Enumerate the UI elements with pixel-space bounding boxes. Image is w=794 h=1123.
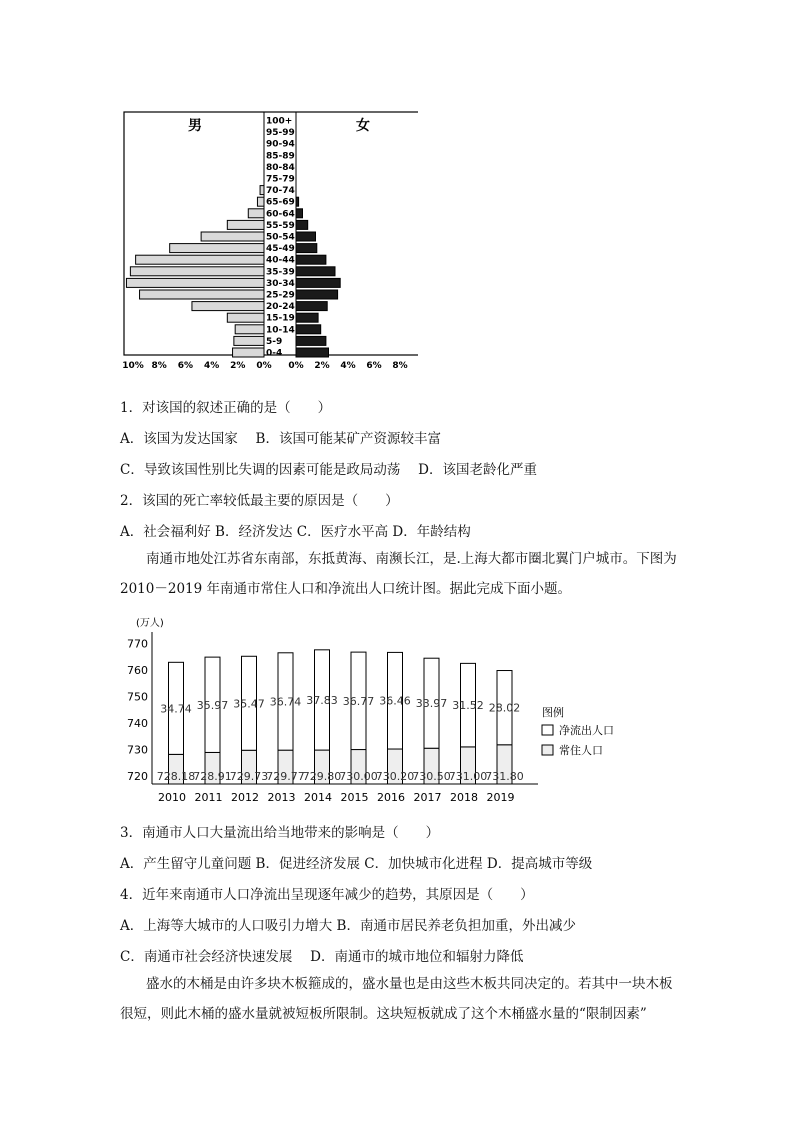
age-label: 50-54 xyxy=(266,232,295,243)
age-label: 70-74 xyxy=(266,186,295,197)
net-outflow-data-label: 35.97 xyxy=(196,698,229,712)
x-tick-label: 2013 xyxy=(267,791,296,804)
net-outflow-data-label: 36.74 xyxy=(269,695,302,709)
female-bar xyxy=(296,348,329,357)
male-bar xyxy=(257,197,264,206)
male-bar xyxy=(248,209,264,218)
age-label: 80-84 xyxy=(266,162,295,173)
female-tick-label: 8% xyxy=(392,361,408,368)
age-group-labels xyxy=(266,117,295,359)
x-tick-labels xyxy=(158,791,515,804)
resident-data-label: 728.91 xyxy=(193,770,232,784)
intro-text: 南通市地处江苏省东南部，东抵黄海、南濒长江，是.上海大都市圈北翼门户城市。下图为 2010－2019 年南通市常住人口和净流出人口统计图。据此完成下面小题。 xyxy=(120,551,677,597)
closing-paragraph xyxy=(120,969,680,1029)
female-bar xyxy=(296,325,321,334)
age-label: 25-29 xyxy=(266,290,295,301)
male-tick-label: 6% xyxy=(177,361,194,368)
q2-options: A．社会福利好 B．经济发达 C．医疗水平高 D．年龄结构 xyxy=(120,524,471,540)
female-bar xyxy=(296,197,299,206)
male-bar xyxy=(130,267,264,276)
resident-data-label: 729.80 xyxy=(302,770,342,784)
net-outflow-data-label: 28.02 xyxy=(488,701,521,715)
x-tick-label: 2017 xyxy=(413,791,442,804)
resident-data-label: 731.80 xyxy=(485,770,524,784)
net-outflow-data-label: 33.97 xyxy=(415,697,448,711)
x-tick-label: 2019 xyxy=(486,791,515,804)
age-label: 60-64 xyxy=(266,209,295,220)
population-pyramid xyxy=(118,106,418,368)
age-label: 65-69 xyxy=(266,197,295,208)
x-tick-label: 2012 xyxy=(231,791,259,804)
female-bar xyxy=(296,278,340,287)
female-bar xyxy=(296,290,338,299)
q1-options-ab: A．该国为发达国家 B．该国可能某矿产资源较丰富 xyxy=(120,431,441,447)
male-bar xyxy=(260,186,264,195)
age-label: 5-9 xyxy=(266,336,283,347)
legend-title: 图例 xyxy=(542,706,564,719)
x-tick-label: 2016 xyxy=(377,791,405,804)
x-tick-label: 2010 xyxy=(158,791,186,804)
age-label: 20-24 xyxy=(266,302,295,313)
resident-data-label: 729.73 xyxy=(229,770,269,784)
resident-data-label: 730.50 xyxy=(412,770,451,784)
male-bar xyxy=(234,336,264,345)
x-tick-label: 2014 xyxy=(304,791,332,804)
female-bars xyxy=(296,197,340,357)
q1-stem: 1．对该国的叙述正确的是（ ） xyxy=(120,400,332,416)
male-bar xyxy=(233,348,264,357)
resident-data-label: 730.20 xyxy=(375,770,415,784)
y-axis-unit: (万人) xyxy=(136,618,164,629)
q3-options: A．产生留守儿童问题 B．促进经济发展 C．加快城市化进程 D．提高城市等级 xyxy=(120,856,593,872)
female-tick-label: 4% xyxy=(340,361,356,368)
y-tick-label: 730 xyxy=(127,743,148,757)
y-tick-labels xyxy=(127,638,148,784)
female-bar xyxy=(296,336,326,345)
male-label: 男 xyxy=(188,118,202,134)
male-tick-label: 8% xyxy=(151,361,167,368)
x-tick-label: 2011 xyxy=(194,791,223,804)
q2-stem: 2．该国的死亡率较低最主要的原因是（ ） xyxy=(120,493,399,509)
y-tick-label: 740 xyxy=(127,717,148,731)
legend-label-net-outflow: 净流出人口 xyxy=(559,724,614,737)
q4-stem: 4．近年来南通市人口净流出呈现逐年减少的趋势，其原因是（ ） xyxy=(120,887,534,903)
female-tick-label: 6% xyxy=(366,361,382,368)
female-label: 女 xyxy=(356,118,370,134)
pyramid-tick-labels xyxy=(122,361,407,368)
legend-swatch-resident xyxy=(542,745,553,755)
closing-text: 盛水的木桶是由许多块木板箍成的，盛水量也是由这些木板共同决定的。若其中一块木板很短，则此木桶的盛水量就被短板所限制。这块短板就成了这个木桶盛水量的“限制因素” xyxy=(120,976,673,1022)
female-bar xyxy=(296,209,303,218)
age-label: 15-19 xyxy=(266,313,295,324)
male-tick-label: 4% xyxy=(203,361,220,368)
male-bar xyxy=(201,232,264,241)
male-bar xyxy=(235,325,264,334)
net-outflow-data-label: 34.74 xyxy=(160,702,192,716)
female-bar xyxy=(296,220,308,229)
age-label: 75-79 xyxy=(266,174,295,185)
resident-data-label: 731.00 xyxy=(448,770,488,784)
age-label: 30-34 xyxy=(266,278,295,289)
male-bar xyxy=(126,278,264,287)
net-outflow-data-label: 37.83 xyxy=(306,693,338,707)
age-label: 45-49 xyxy=(266,244,295,255)
q4-options-cd: C．南通市社会经济快速发展 D．南通市的城市地位和辐射力降低 xyxy=(120,949,524,965)
male-bar xyxy=(136,255,264,264)
age-label: 90-94 xyxy=(266,139,295,150)
age-label: 10-14 xyxy=(266,325,295,336)
male-tick-label: 10% xyxy=(122,361,144,368)
female-bar xyxy=(296,267,335,276)
y-tick-label: 770 xyxy=(127,637,148,651)
male-bar xyxy=(227,220,264,229)
male-bar xyxy=(140,290,264,299)
female-tick-label: 2% xyxy=(314,361,330,368)
age-label: 35-39 xyxy=(266,267,295,278)
female-bar xyxy=(296,302,327,311)
age-label: 85-89 xyxy=(266,151,295,162)
female-bar xyxy=(296,255,326,264)
net-outflow-data-label: 31.52 xyxy=(452,699,484,713)
net-outflow-data-label: 36.46 xyxy=(379,694,411,708)
age-label: 40-44 xyxy=(266,255,295,266)
female-bar xyxy=(296,244,317,253)
male-tick-label: 2% xyxy=(230,361,246,368)
bars xyxy=(157,650,524,784)
female-bar xyxy=(296,313,318,322)
male-bar xyxy=(227,313,264,322)
male-bar xyxy=(170,244,264,253)
female-tick-label: 0% xyxy=(288,361,304,368)
y-tick-label: 750 xyxy=(127,690,148,704)
male-bar xyxy=(192,302,264,311)
x-tick-label: 2015 xyxy=(340,791,369,804)
age-label: 95-99 xyxy=(266,128,295,139)
net-outflow-data-label: 35.47 xyxy=(233,697,265,711)
population-bar-chart xyxy=(118,612,638,807)
age-label: 100+ xyxy=(266,116,293,127)
q1-options-cd: C．导致该国性别比失调的因素可能是政局动荡 D．该国老龄化严重 xyxy=(120,462,537,478)
intro-paragraph xyxy=(120,544,680,604)
legend-label-resident: 常住人口 xyxy=(559,744,603,757)
q3-stem: 3．南通市人口大量流出给当地带来的影响是（ ） xyxy=(120,825,440,841)
resident-data-label: 728.18 xyxy=(156,770,196,784)
net-outflow-data-label: 36.77 xyxy=(342,694,375,708)
y-tick-label: 720 xyxy=(127,770,148,784)
female-bar xyxy=(296,232,316,241)
legend xyxy=(542,705,614,757)
legend-swatch-net-outflow xyxy=(542,725,553,735)
resident-data-label: 730.00 xyxy=(339,770,378,784)
q4-options-ab: A．上海等大城市的人口吸引力增大 B．南通市居民养老负担加重，外出减少 xyxy=(120,918,576,934)
male-tick-label: 0% xyxy=(256,361,272,368)
resident-data-label: 729.77 xyxy=(266,770,305,784)
age-label: 55-59 xyxy=(266,220,295,231)
age-label: 0-4 xyxy=(266,348,283,359)
y-tick-label: 760 xyxy=(127,664,148,678)
male-bars xyxy=(126,186,264,357)
x-tick-label: 2018 xyxy=(450,791,478,804)
